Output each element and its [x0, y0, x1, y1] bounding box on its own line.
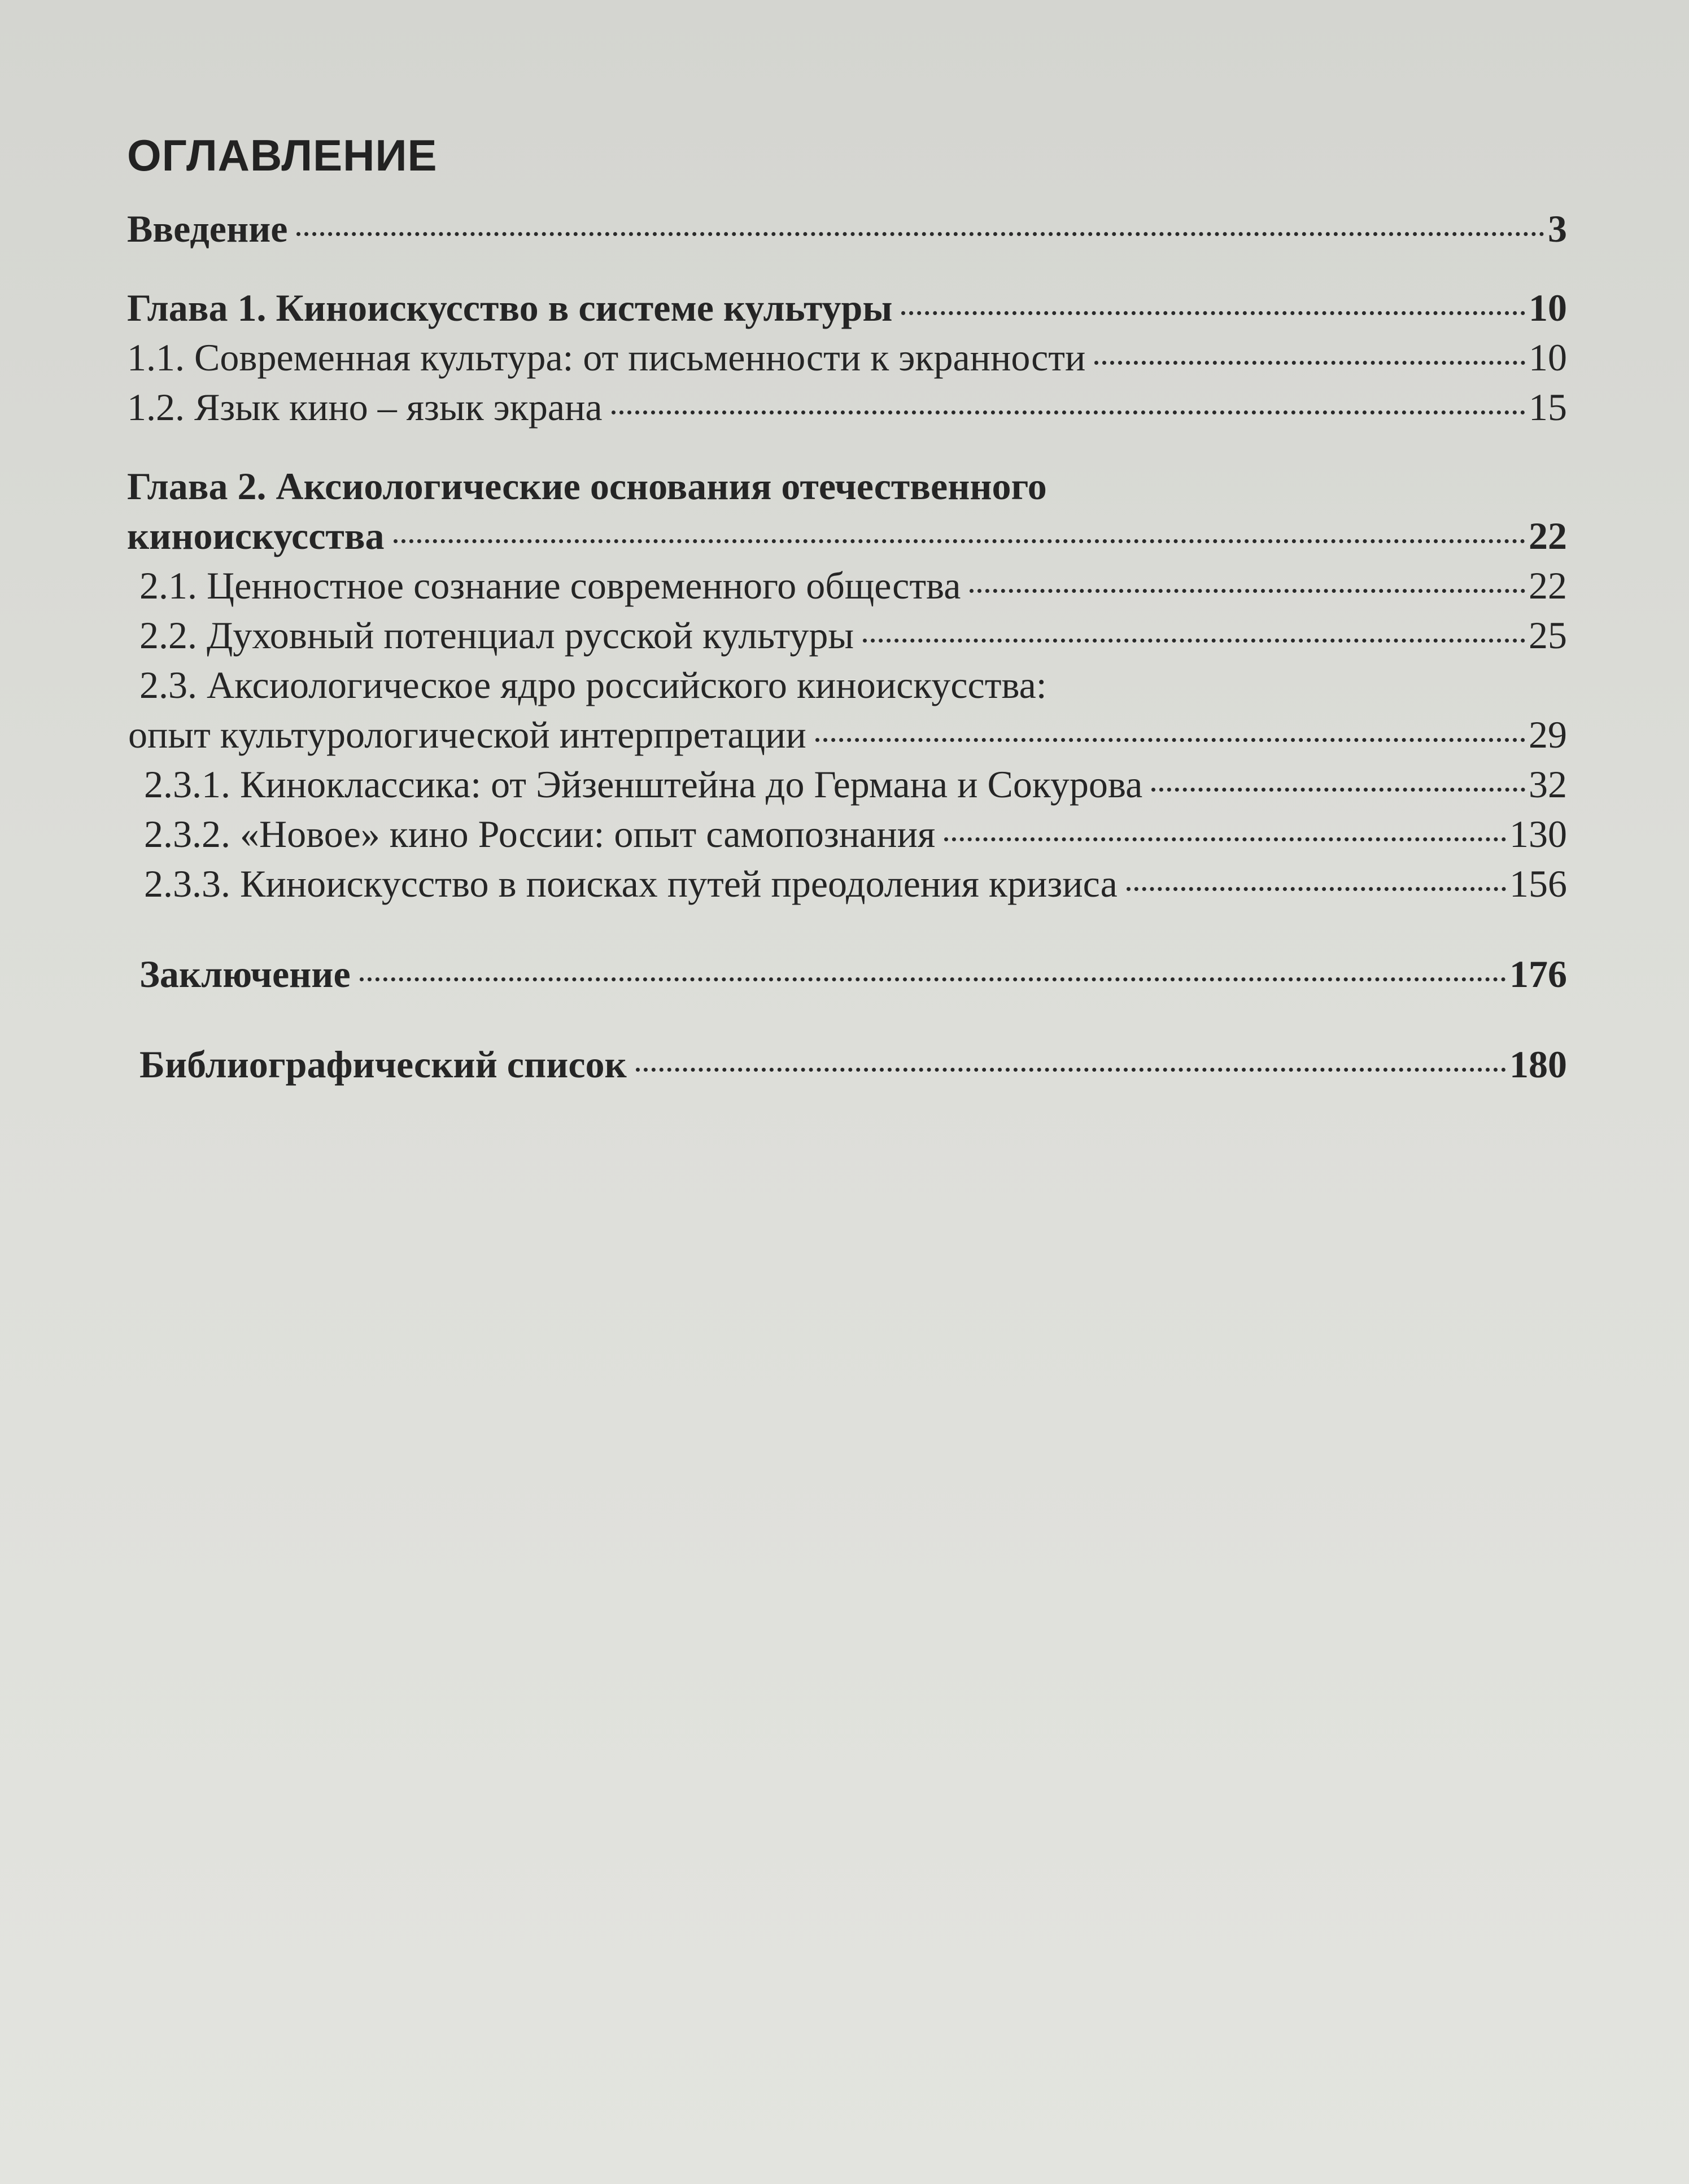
toc-entry-chapter-2 [127, 511, 1567, 561]
toc-entry-label: 2.3.3. Киноискусство в поисках путей преодоления кризиса [144, 862, 1118, 905]
toc-entry-page: 156 [1509, 862, 1567, 905]
dot-leader [901, 311, 1525, 315]
toc-entry-label: Глава 1. Киноискусство в системе культуры [127, 286, 893, 329]
toc-entry-chapter-1 [127, 283, 1567, 333]
toc-entry-section-2-3-2 [127, 809, 1567, 859]
toc-entry-label: 1.1. Современная культура: от письменности к экранности [127, 336, 1086, 379]
toc-entry-page: 29 [1529, 713, 1567, 756]
dot-leader [636, 1068, 1506, 1072]
dot-leader [360, 977, 1506, 981]
toc-entry-section-2-2 [127, 610, 1567, 660]
toc-entry-chapter-2-line1 [127, 461, 1567, 511]
toc-entry-section-2-3 [127, 710, 1567, 759]
dot-leader [1094, 361, 1525, 365]
dot-leader [863, 639, 1525, 643]
toc-entry-label: опыт культурологической интерпретации [128, 713, 806, 756]
toc-entry-label: Библиографический список [139, 1043, 627, 1086]
toc-entry-section-1-1 [127, 333, 1567, 382]
dot-leader [1151, 788, 1525, 792]
toc-entry-section-2-3-3 [127, 859, 1567, 908]
dot-leader [815, 738, 1525, 742]
toc-entry-label: 2.3.1. Киноклассика: от Эйзенштейна до Германа и Сокурова [144, 763, 1143, 806]
toc-entry-label: 2.3.2. «Новое» кино России: опыт самопознания [144, 813, 936, 855]
toc-entry-page: 130 [1509, 813, 1567, 855]
table-of-contents [127, 130, 1567, 1089]
toc-entry-section-2-3-line1 [127, 660, 1567, 710]
toc-entry-page: 32 [1529, 763, 1567, 806]
toc-entry-conclusion [127, 949, 1567, 999]
toc-entry-page: 22 [1529, 564, 1567, 607]
toc-entry-label: 2.3. Аксиологическое ядро российского киноискусства: [139, 663, 1047, 706]
toc-entry-section-1-2 [127, 382, 1567, 432]
toc-entry-label: Заключение [139, 953, 351, 995]
toc-entry-label: 2.1. Ценностное сознание современного общества [139, 564, 961, 607]
toc-entry-section-2-1 [127, 561, 1567, 610]
toc-entry-page: 15 [1529, 386, 1567, 429]
dot-leader [296, 232, 1544, 236]
toc-entry-label: Глава 2. Аксиологические основания отечественного [127, 465, 1047, 508]
toc-entry-label: 2.2. Духовный потенциал русской культуры [139, 614, 854, 657]
dot-leader [394, 539, 1525, 543]
toc-entry-section-2-3-1 [127, 759, 1567, 809]
toc-entry-page: 10 [1529, 336, 1567, 379]
toc-entry-label: 1.2. Язык кино – язык экрана [127, 386, 603, 429]
dot-leader [970, 589, 1525, 593]
toc-entry-page: 22 [1529, 514, 1567, 557]
toc-entry-page: 10 [1529, 286, 1567, 329]
toc-entry-label: киноискусства [127, 514, 385, 557]
dot-leader [944, 837, 1506, 841]
toc-entry-page: 25 [1529, 614, 1567, 657]
dot-leader [612, 410, 1525, 414]
toc-entry-page: 3 [1548, 207, 1567, 250]
toc-title: ОГЛАВЛЕНИЕ [127, 130, 438, 180]
toc-entry-bibliography [127, 1039, 1567, 1089]
dot-leader [1127, 887, 1506, 891]
toc-entry-label: Введение [127, 207, 288, 250]
toc-entry-intro [127, 204, 1567, 254]
toc-entry-page: 180 [1509, 1043, 1567, 1086]
toc-entry-page: 176 [1509, 953, 1567, 995]
